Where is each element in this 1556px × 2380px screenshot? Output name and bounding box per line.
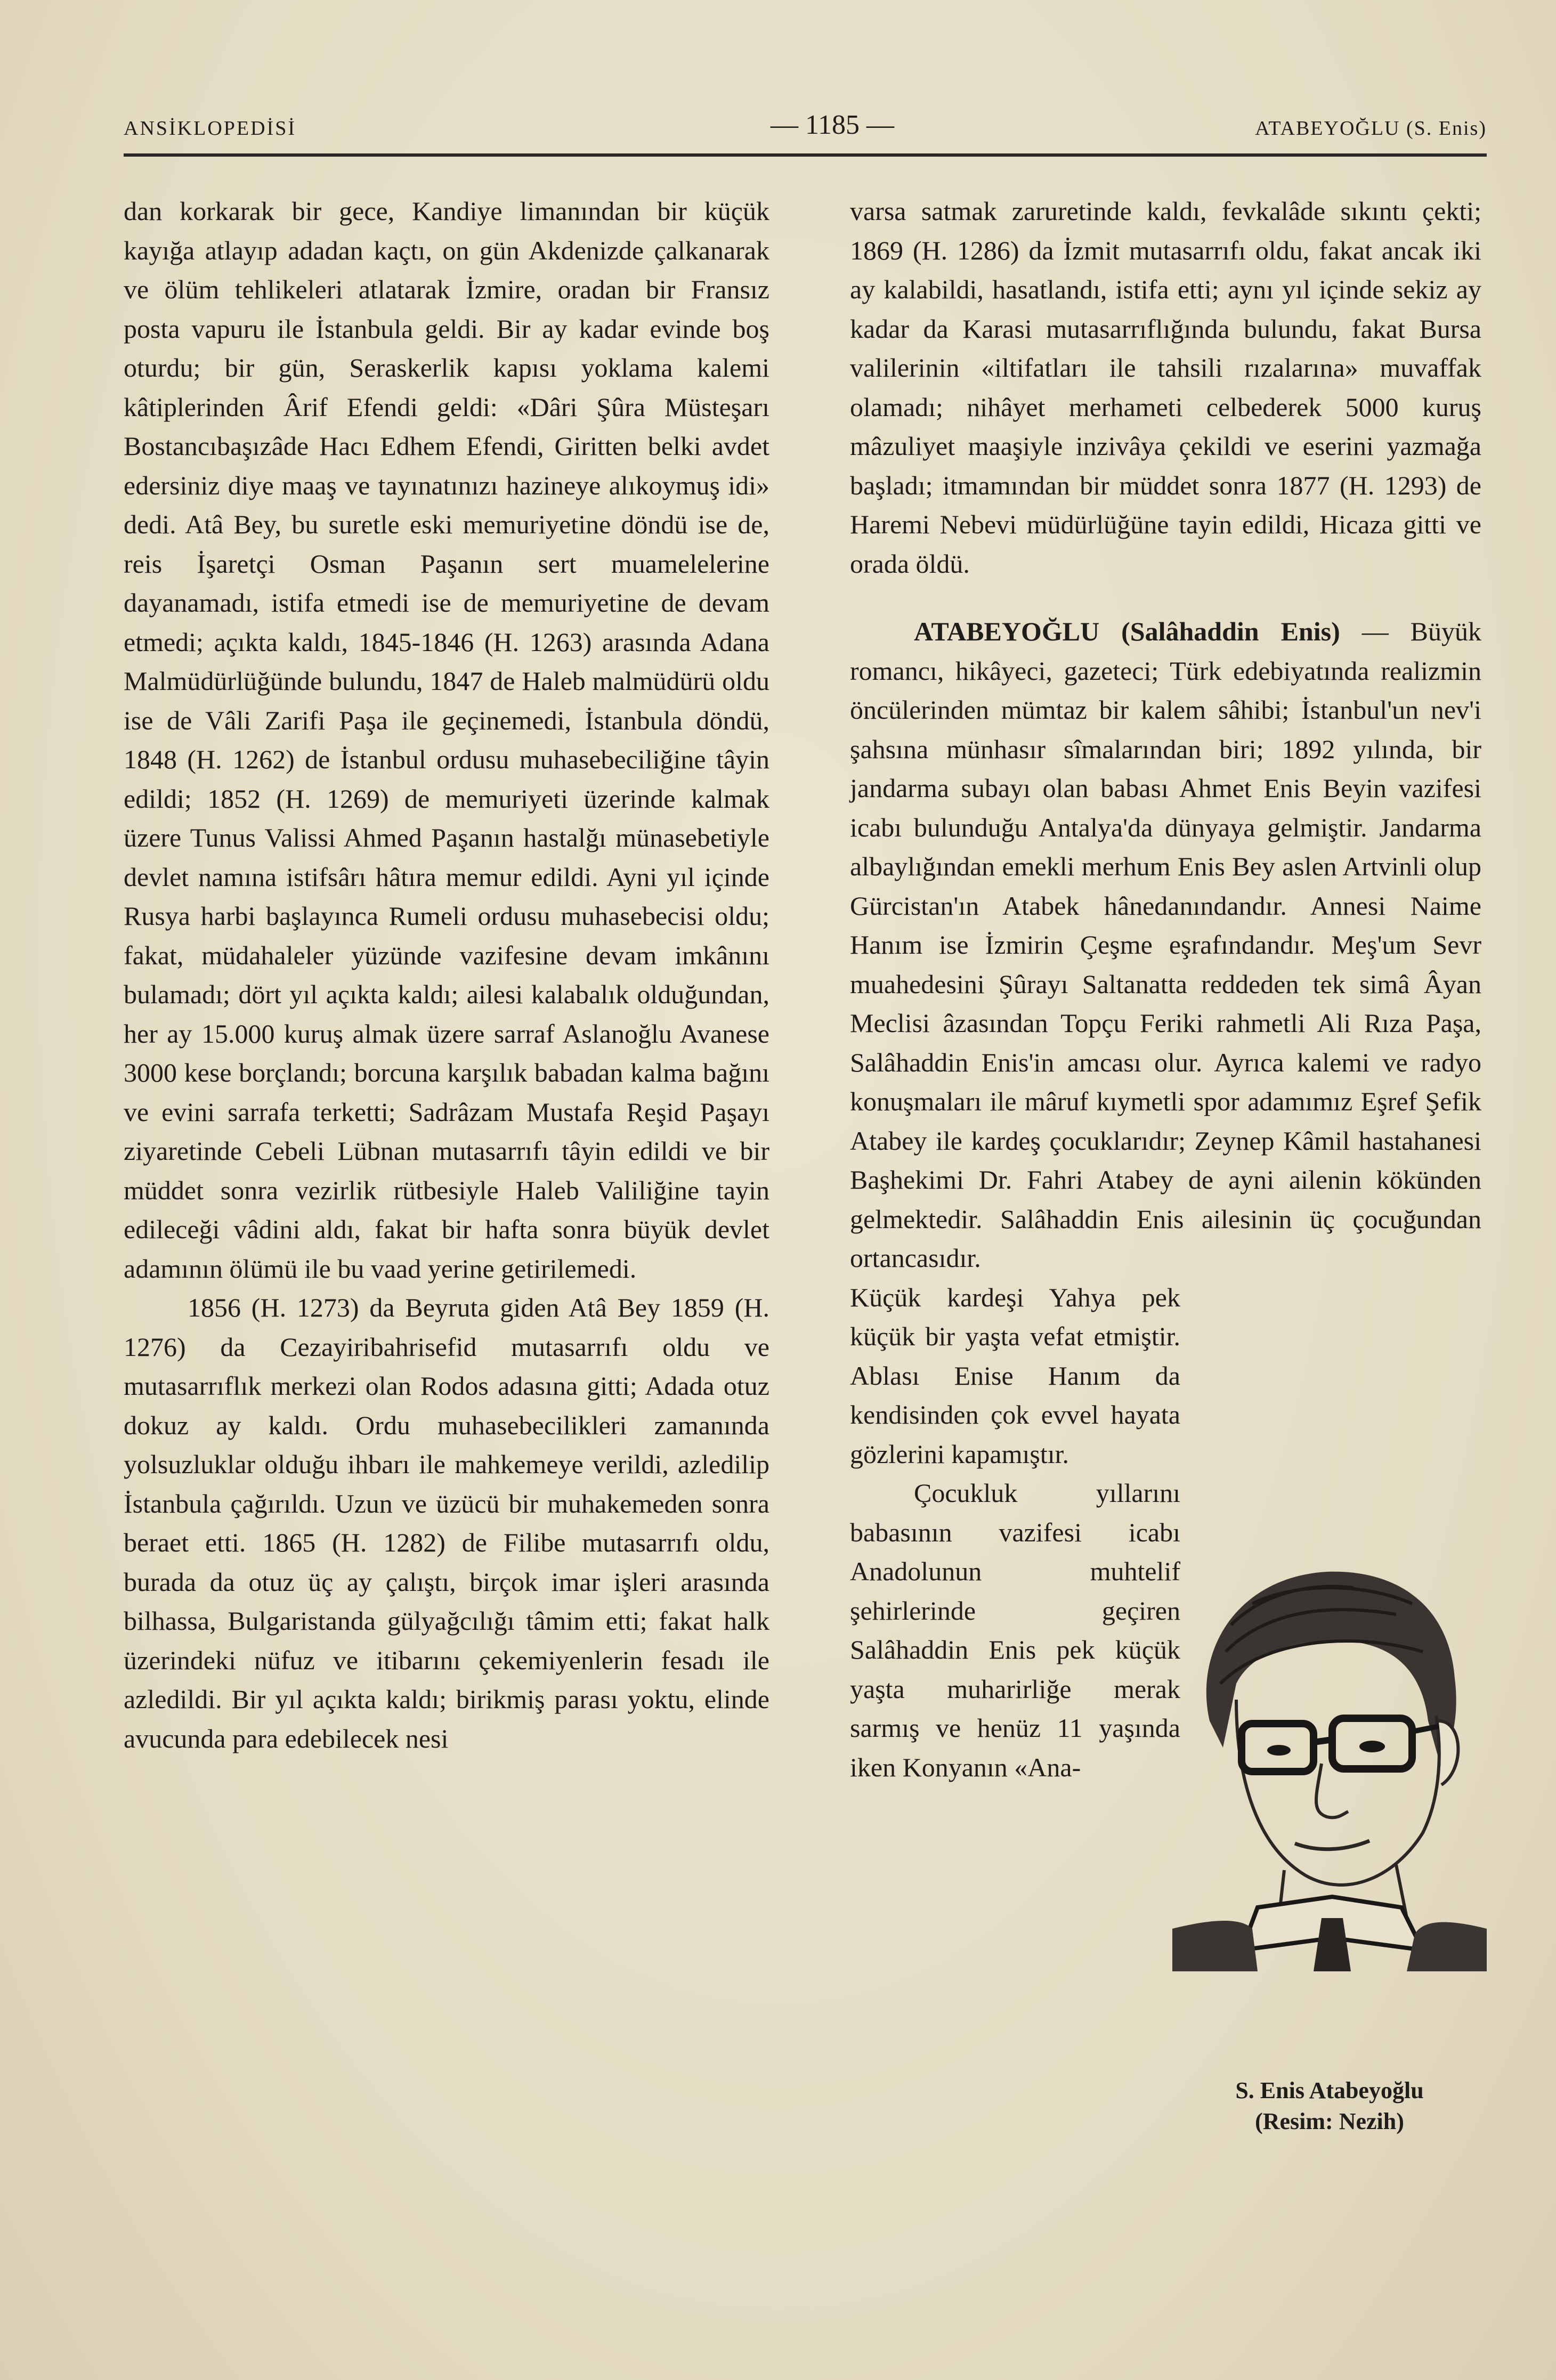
wrap-paragraph-1: Küçük kardeşi Yahya pek küçük bir yaşta vefat etmiştir. Ablası Enise Hanım da kendisinden çok evvel hayata gözlerini kapamıştır.	[850, 1282, 1180, 1469]
running-head	[124, 109, 1487, 147]
wrap-paragraph-2: Çocukluk yıllarını babasının vazifesi icabı Anadolunun muhtelif şehirlerinde geçiren Salâhaddin Enis pek küçük yaşta muharirliğe merak sarmış ve henüz 11 yaşında iken Konyanın «Ana-	[850, 1478, 1180, 1782]
entry-text: — Büyük romancı, hikâyeci, gazeteci; Türk edebiyatında realizmin öncülerinden mümtaz bir kalem sâhibi; İstanbul'un nev'i şahsına münhasır sîmalarından biri; 1892 yılında, bir jandarma subayı olan babası Ahmet Enis Beyin vazifesi icabı bulunduğu Antalya'da dünyaya gelmiştir. Jandarma albaylığından emekli merhum Enis Bey aslen Artvinli olup Gürcistan'ın Atabek hânedanındandır. Annesi Naime Hanım ise İzmirin Çeşme eşrafındandır. Meş'um Sevr muahedesini Şûrayı Saltanatta reddeden tek simâ Âyan Meclisi âzasından Topçu Feriki rahmetli Ali Rıza Paşa, Salâhaddin Enis'in amcası olur. Ayrıca kalemi ve radyo konuşmaları ile mâruf kıymetli spor adamımız Eşref Şefik Atabey ile kardeş çocuklarıdır; Zeynep Kâmil hastahanesi Başhekimi Dr. Fahri Atabey de ayni ailenin kökünden gelmektedir. Salâhaddin Enis ailesinin üç çocuğundan ortancasıdır.	[850, 616, 1481, 1273]
entry-headword: ATABEYOĞLU (Salâhaddin Enis)	[914, 616, 1340, 646]
right-paragraph-1: varsa satmak zaruretinde kaldı, fevkalâde sıkıntı çekti; 1869 (H. 1286) da İzmit mutasarrıfı oldu, fakat ancak iki ay kalabildi, hasatlandı, istifa etti; aynı yıl içinde sekiz ay kadar da Karasi mutasarrıflığında bulundu, fakat Bursa valilerinin «iltifatları ile tahsili rızalarına» muvaffak olamadı; nihâyet merhameti celbederek 5000 kuruş mâzuliyet maaşiyle inzivâya çekildi ve eserini yazmağa başladı; itmamından bir müddet sonra 1877 (H. 1293) de Haremi Nebevi müdürlüğüne tayin edildi, Hicaza gitti ve orada öldü.	[850, 196, 1481, 579]
page-number: — 1185 —	[770, 110, 895, 140]
left-paragraph-2: 1856 (H. 1273) da Beyruta giden Atâ Bey 1859 (H. 1276) da Cezayiribahrisefid mutasarrıfı oldu ve mutasarrıflık merkezi olan Rodos adasına gitti; Adada otuz dokuz ay kaldı. Ordu muhasebecilikleri zamanında yolsuzluklar olduğu ihbarı ile mahkemeye verildi, azledilip İstanbula çağırıldı. Uzun ve üzücü bir muhakemeden sonra beraet etti. 1865 (H. 1282) de Filibe mutasarrıfı oldu, burada da otuz üç ay çalıştı, birçok imar işleri arasında bilhassa, Bulgaristanda gülyağcılığı tâmim etti; fakat halk üzerindeki nüfuz ve itibarını çekemiyenlerin fesadı ile azledildi. Bir yıl açıkta kaldı; birikmiş parası yoktu, elinde avucunda para edebilecek nesi	[124, 1293, 769, 1753]
left-paragraph-1: dan korkarak bir gece, Kandiye limanından bir küçük kayığa atlayıp adadan kaçtı, on gün Akdenizde çalkanarak ve ölüm tehlikeleri atlatarak İzmire, oradan bir Fransız posta vapuru ile İstanbula geldi. Bir ay kadar evinde boş oturdu; bir gün, Seraskerlik kapısı yoklama kalemi kâtiplerinden Ârif Efendi geldi: «Dâri Şûra Müsteşarı Bostancıbaşızâde Hacı Edhem Efendi, Giritten belki avdet edersiniz diye maaş ve tayınatınızı hazineye alıkoymuş idi» dedi. Atâ Bey, bu suretle eski memuriyetine döndü ise de, reis İşaretçi Osman Paşanın sert muamelelerine dayanamadı, istifa etmedi ise de memuriyetine de devam etmedi; açıkta kaldı, 1845-1846 (H. 1263) arasında Adana Malmüdürlüğünde bulundu, 1847 de Haleb malmüdürü oldu ise de Vâli Zarifi Paşa ile geçinemedi, İstanbula döndü, 1848 (H. 1262) de İstanbul ordusu muhasebeciliğine tâyin edildi; 1852 (H. 1269) de memuriyeti üzerinde kalmak üzere Tunus Valissi Ahmed Paşanın hastalğı münasebetiyle devlet namına istifsârı hâtıra memur edildi. Ayni yıl içinde Rusya harbi başlayınca Rumeli ordusu muhasebecisi oldu; fakat, müdahaleler yüzünde vazifesine devam imkânını bulamadı; dört yıl açıkta kaldı; ailesi kalabalık olduğundan, her ay 15.000 kuruş almak üzere sarraf Aslanoğlu Avanese 3000 kese borçlandı; borcuna karşılık babadan kalma bağını ve evini sarrafa terketti; Sadrâzam Mustafa Reşid Paşayı ziyaretinde Cebeli Lübnan mutasarrıfı tâyin edildi ve bir müddet sonra vezirlik rütbesiyle Haleb Valiliğine tayin edileceği vâdini aldı, fakat bir hafta sonra büyük devlet adamının ölümü ile bu vaad yerine getirilemedi.	[124, 196, 769, 1284]
left-column	[124, 192, 769, 1758]
portrait-caption-credit: (Resim: Nezih)	[1255, 2108, 1404, 2134]
portrait-caption	[1172, 2075, 1487, 2137]
portrait-figure	[1172, 1545, 1487, 2134]
portrait-caption-name: S. Enis Atabeyoğlu	[1235, 2077, 1424, 2103]
header-title-left: ANSİKLOPEDİSİ	[124, 117, 296, 140]
header-title-right: ATABEYOĞLU (S. Enis)	[1255, 117, 1487, 140]
portrait-sketch-icon	[1172, 1545, 1487, 1971]
header-rule	[124, 153, 1487, 157]
encyclopedia-entry	[850, 612, 1481, 1278]
